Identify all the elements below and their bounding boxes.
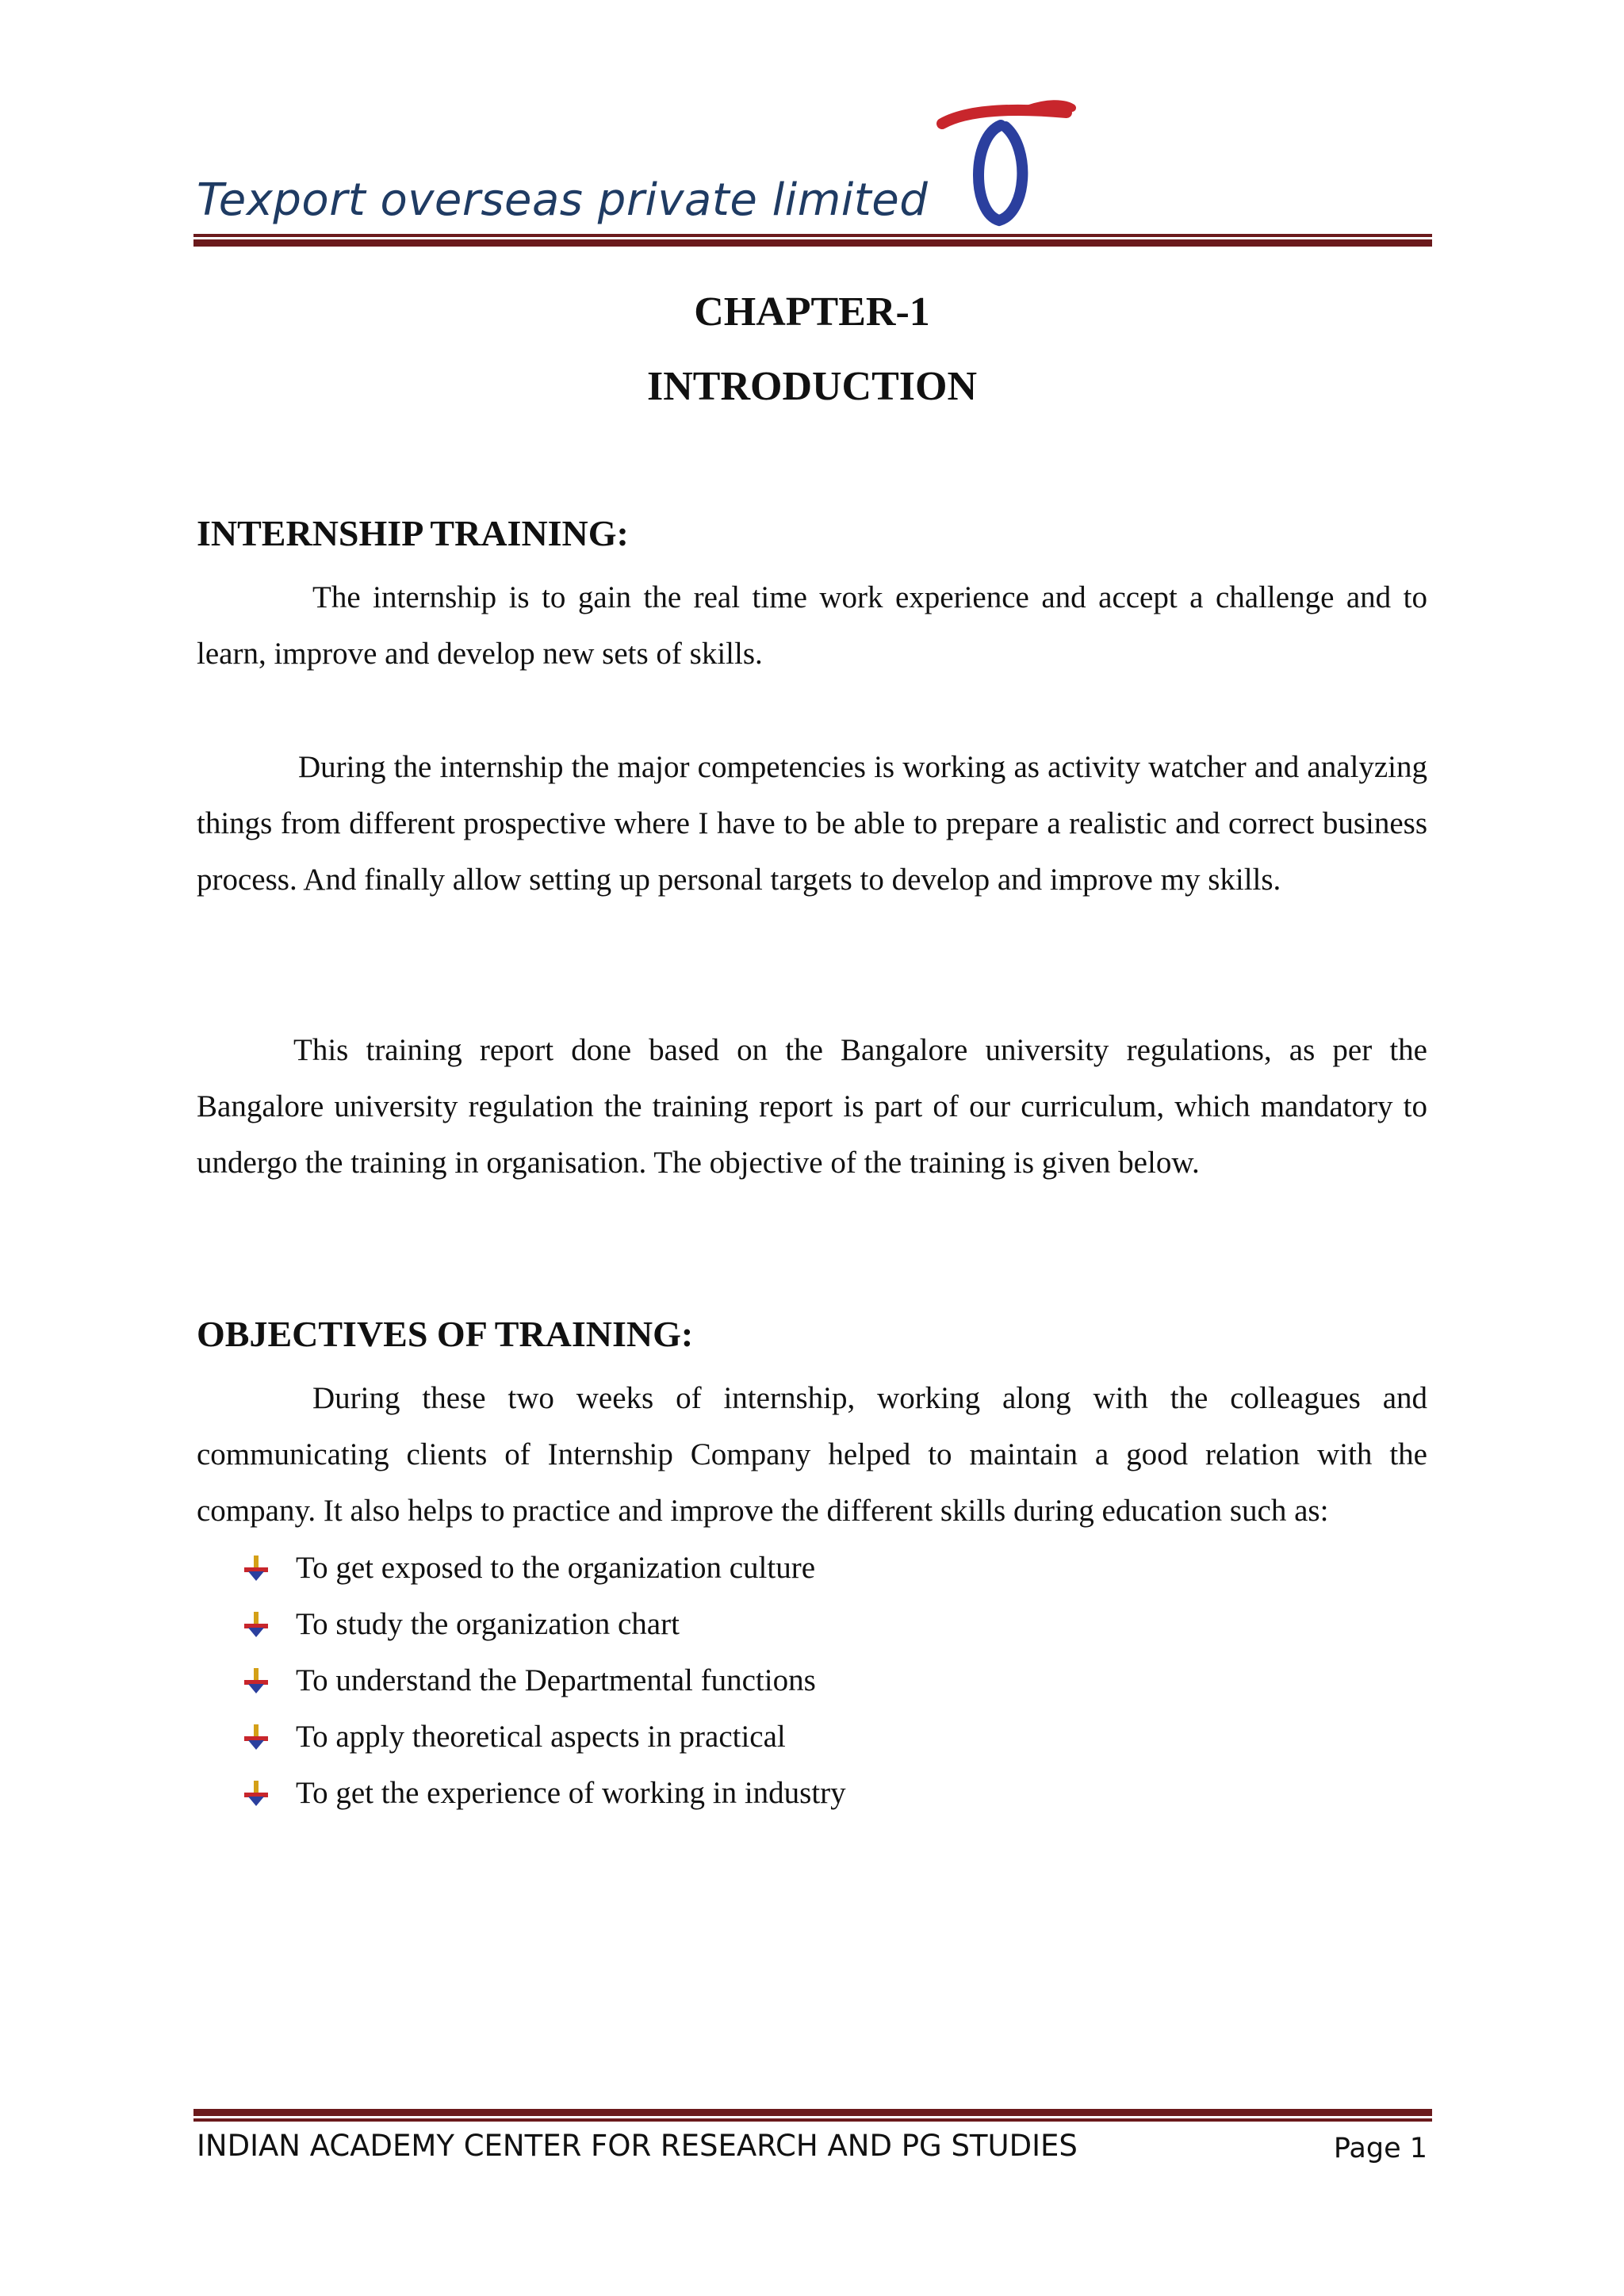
- list-item: [242, 1596, 846, 1652]
- list-item-text: To understand the Departmental functions: [296, 1663, 816, 1697]
- company-logo-icon: [928, 94, 1078, 236]
- header-rule-thin: [193, 234, 1432, 237]
- internship-heading: INTERNSHIP TRAINING:: [197, 513, 629, 553]
- company-name: Texport overseas private limited: [197, 174, 929, 226]
- objectives-paragraph: During these two weeks of internship, working along with the colleagues and communicating clients of Internship Company helped to maintain a good relation with the company. It also helps to practice and improve the different skills during education such as:: [197, 1381, 1427, 1528]
- header-rule-thick: [193, 239, 1432, 247]
- chapter-label: CHAPTER-1: [694, 289, 930, 335]
- list-item: [242, 1540, 846, 1596]
- arrow-bullet-icon: [242, 1723, 270, 1751]
- arrow-bullet-icon: [242, 1610, 270, 1639]
- internship-paragraph-2: During the internship the major competencies is working as activity watcher and analyzing things from different prospective where I have to be able to prepare a realistic and correct business process. And finally allow setting up personal targets to develop and improve my skills.: [197, 750, 1427, 897]
- list-item-text: To get the experience of working in industry: [296, 1776, 846, 1810]
- arrow-bullet-icon: [242, 1667, 270, 1695]
- list-item-text: To get exposed to the organization culture: [296, 1551, 816, 1585]
- list-item: [242, 1765, 846, 1821]
- chapter-title: INTRODUCTION: [646, 364, 978, 409]
- objectives-list: [242, 1540, 846, 1821]
- internship-paragraph-1: The internship is to gain the real time work experience and accept a challenge and to learn, improve and develop new sets of skills.: [197, 580, 1427, 671]
- objectives-heading: OBJECTIVES OF TRAINING:: [197, 1314, 694, 1354]
- list-item: [242, 1709, 846, 1765]
- footer-rule-thin: [193, 2118, 1432, 2122]
- internship-paragraph-3: This training report done based on the Bangalore university regulations, as per the Bangalore university regulation the training report is part of our curriculum, which mandatory to undergo the training in organisation. The objective of the training is given below.: [197, 1033, 1427, 1180]
- list-item: [242, 1652, 846, 1709]
- arrow-bullet-icon: [242, 1554, 270, 1582]
- footer-institution: INDIAN ACADEMY CENTER FOR RESEARCH AND PG STUDIES: [197, 2129, 1078, 2163]
- arrow-bullet-icon: [242, 1779, 270, 1808]
- list-item-text: To apply theoretical aspects in practical: [296, 1720, 786, 1754]
- list-item-text: To study the organization chart: [296, 1607, 680, 1641]
- page-number: Page 1: [1333, 2133, 1427, 2164]
- footer-rule-thick: [193, 2109, 1432, 2116]
